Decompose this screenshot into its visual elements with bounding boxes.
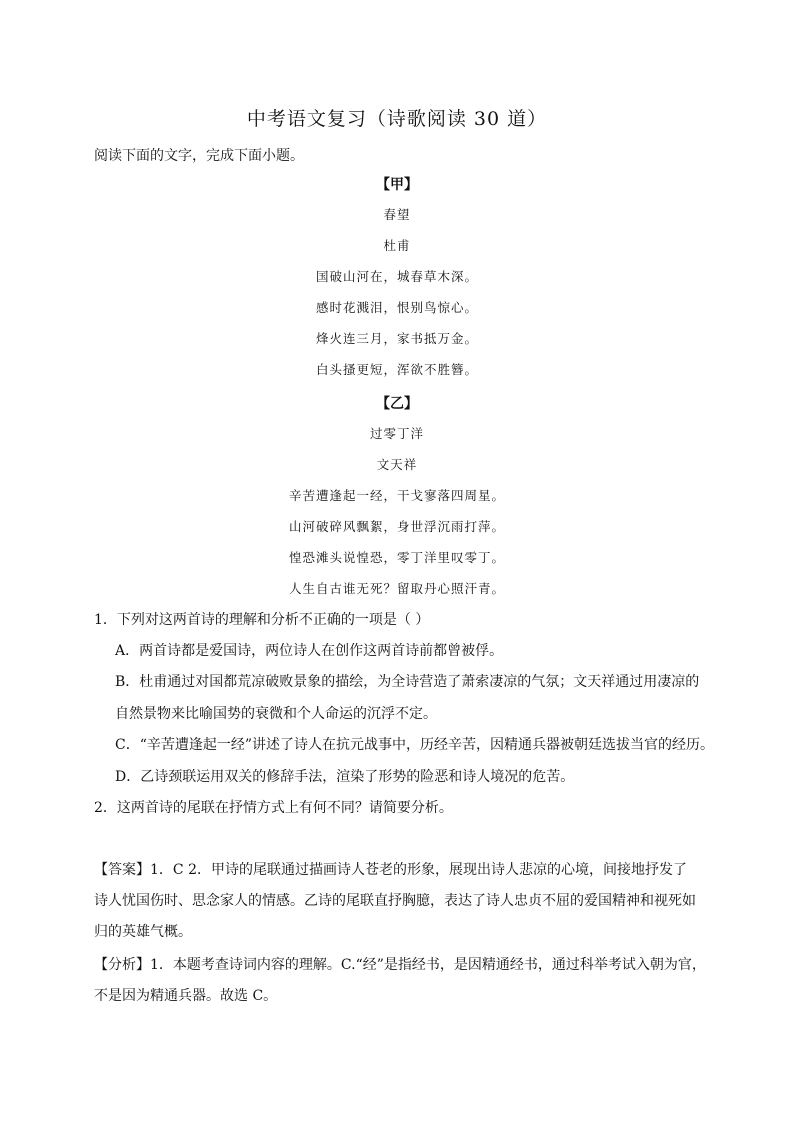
poem-jia-author: 杜甫 <box>383 238 411 253</box>
poem-line: 辛苦遭逢起一经，干戈寥落四周星。 <box>288 488 505 503</box>
poem-line: 感时花溅泪，恨别鸟惊心。 <box>315 300 478 315</box>
poem-yi-author: 文天祥 <box>376 457 418 472</box>
poem-jia-tag: 【甲】 <box>376 177 418 193</box>
question-1: 1．下列对这两首诗的理解和分析不正确的一项是（ ） <box>94 612 430 628</box>
answer-line-2: 诗人忧国伤时、思念家人的情感。乙诗的尾联直抒胸臆，表达了诗人忠贞不屈的爱国精神和视死如 <box>94 893 696 909</box>
poem-line: 山河破碎风飘絮，身世浮沉雨打萍。 <box>288 519 505 534</box>
poem-jia-title: 春望 <box>383 207 411 222</box>
poem-line: 国破山河在，城春草木深。 <box>315 269 478 284</box>
analysis-line-1: 【分析】1．本题考查诗词内容的理解。C.“经”是指经书，是因精通经书，通过科举考试入朝为官， <box>94 957 706 973</box>
poem-line: 人生自古谁无死？留取丹心照汗青。 <box>288 581 505 596</box>
poem-yi-title: 过零丁洋 <box>369 426 424 441</box>
analysis-line-2: 不是因为精通兵器。故选 C。 <box>94 988 278 1004</box>
page-title: 中考语文复习（诗歌阅读 30 道） <box>246 108 548 130</box>
option-d: D．乙诗颈联运用双关的修辞手法，渲染了形势的险恶和诗人境况的危苦。 <box>115 769 575 785</box>
answer-line-1: 【答案】1．C 2．甲诗的尾联通过描画诗人苍老的形象，展现出诗人悲凉的心境，间接地抒发了 <box>94 862 687 878</box>
answer-line-3: 归的英雄气概。 <box>94 924 192 940</box>
poem-yi <box>0 390 794 604</box>
poem-jia <box>0 171 794 385</box>
option-b: B．杜甫通过对国都荒凉破败景象的描绘，为全诗营造了萧索凄凉的气氛；文天祥通过用凄凉的 <box>115 674 700 690</box>
option-c: C．“辛苦遭逢起一经”讲述了诗人在抗元战事中，历经辛苦，因精通兵器被朝廷选拔当官的经历。 <box>115 737 715 753</box>
poem-line: 白头搔更短，浑欲不胜簪。 <box>315 362 478 377</box>
intro-text: 阅读下面的文字，完成下面小题。 <box>94 148 304 164</box>
question-2: 2．这两首诗的尾联在抒情方式上有何不同？请简要分析。 <box>94 800 453 816</box>
option-b-cont: 自然景物来比喻国势的衰微和个人命运的沉浮不定。 <box>115 706 437 722</box>
poem-yi-tag: 【乙】 <box>376 396 418 412</box>
poem-line: 烽火连三月，家书抵万金。 <box>315 331 478 346</box>
poem-line: 惶恐滩头说惶恐，零丁洋里叹零丁。 <box>288 550 505 565</box>
option-a: A．两首诗都是爱国诗，两位诗人在创作这两首诗前都曾被俘。 <box>115 643 504 659</box>
